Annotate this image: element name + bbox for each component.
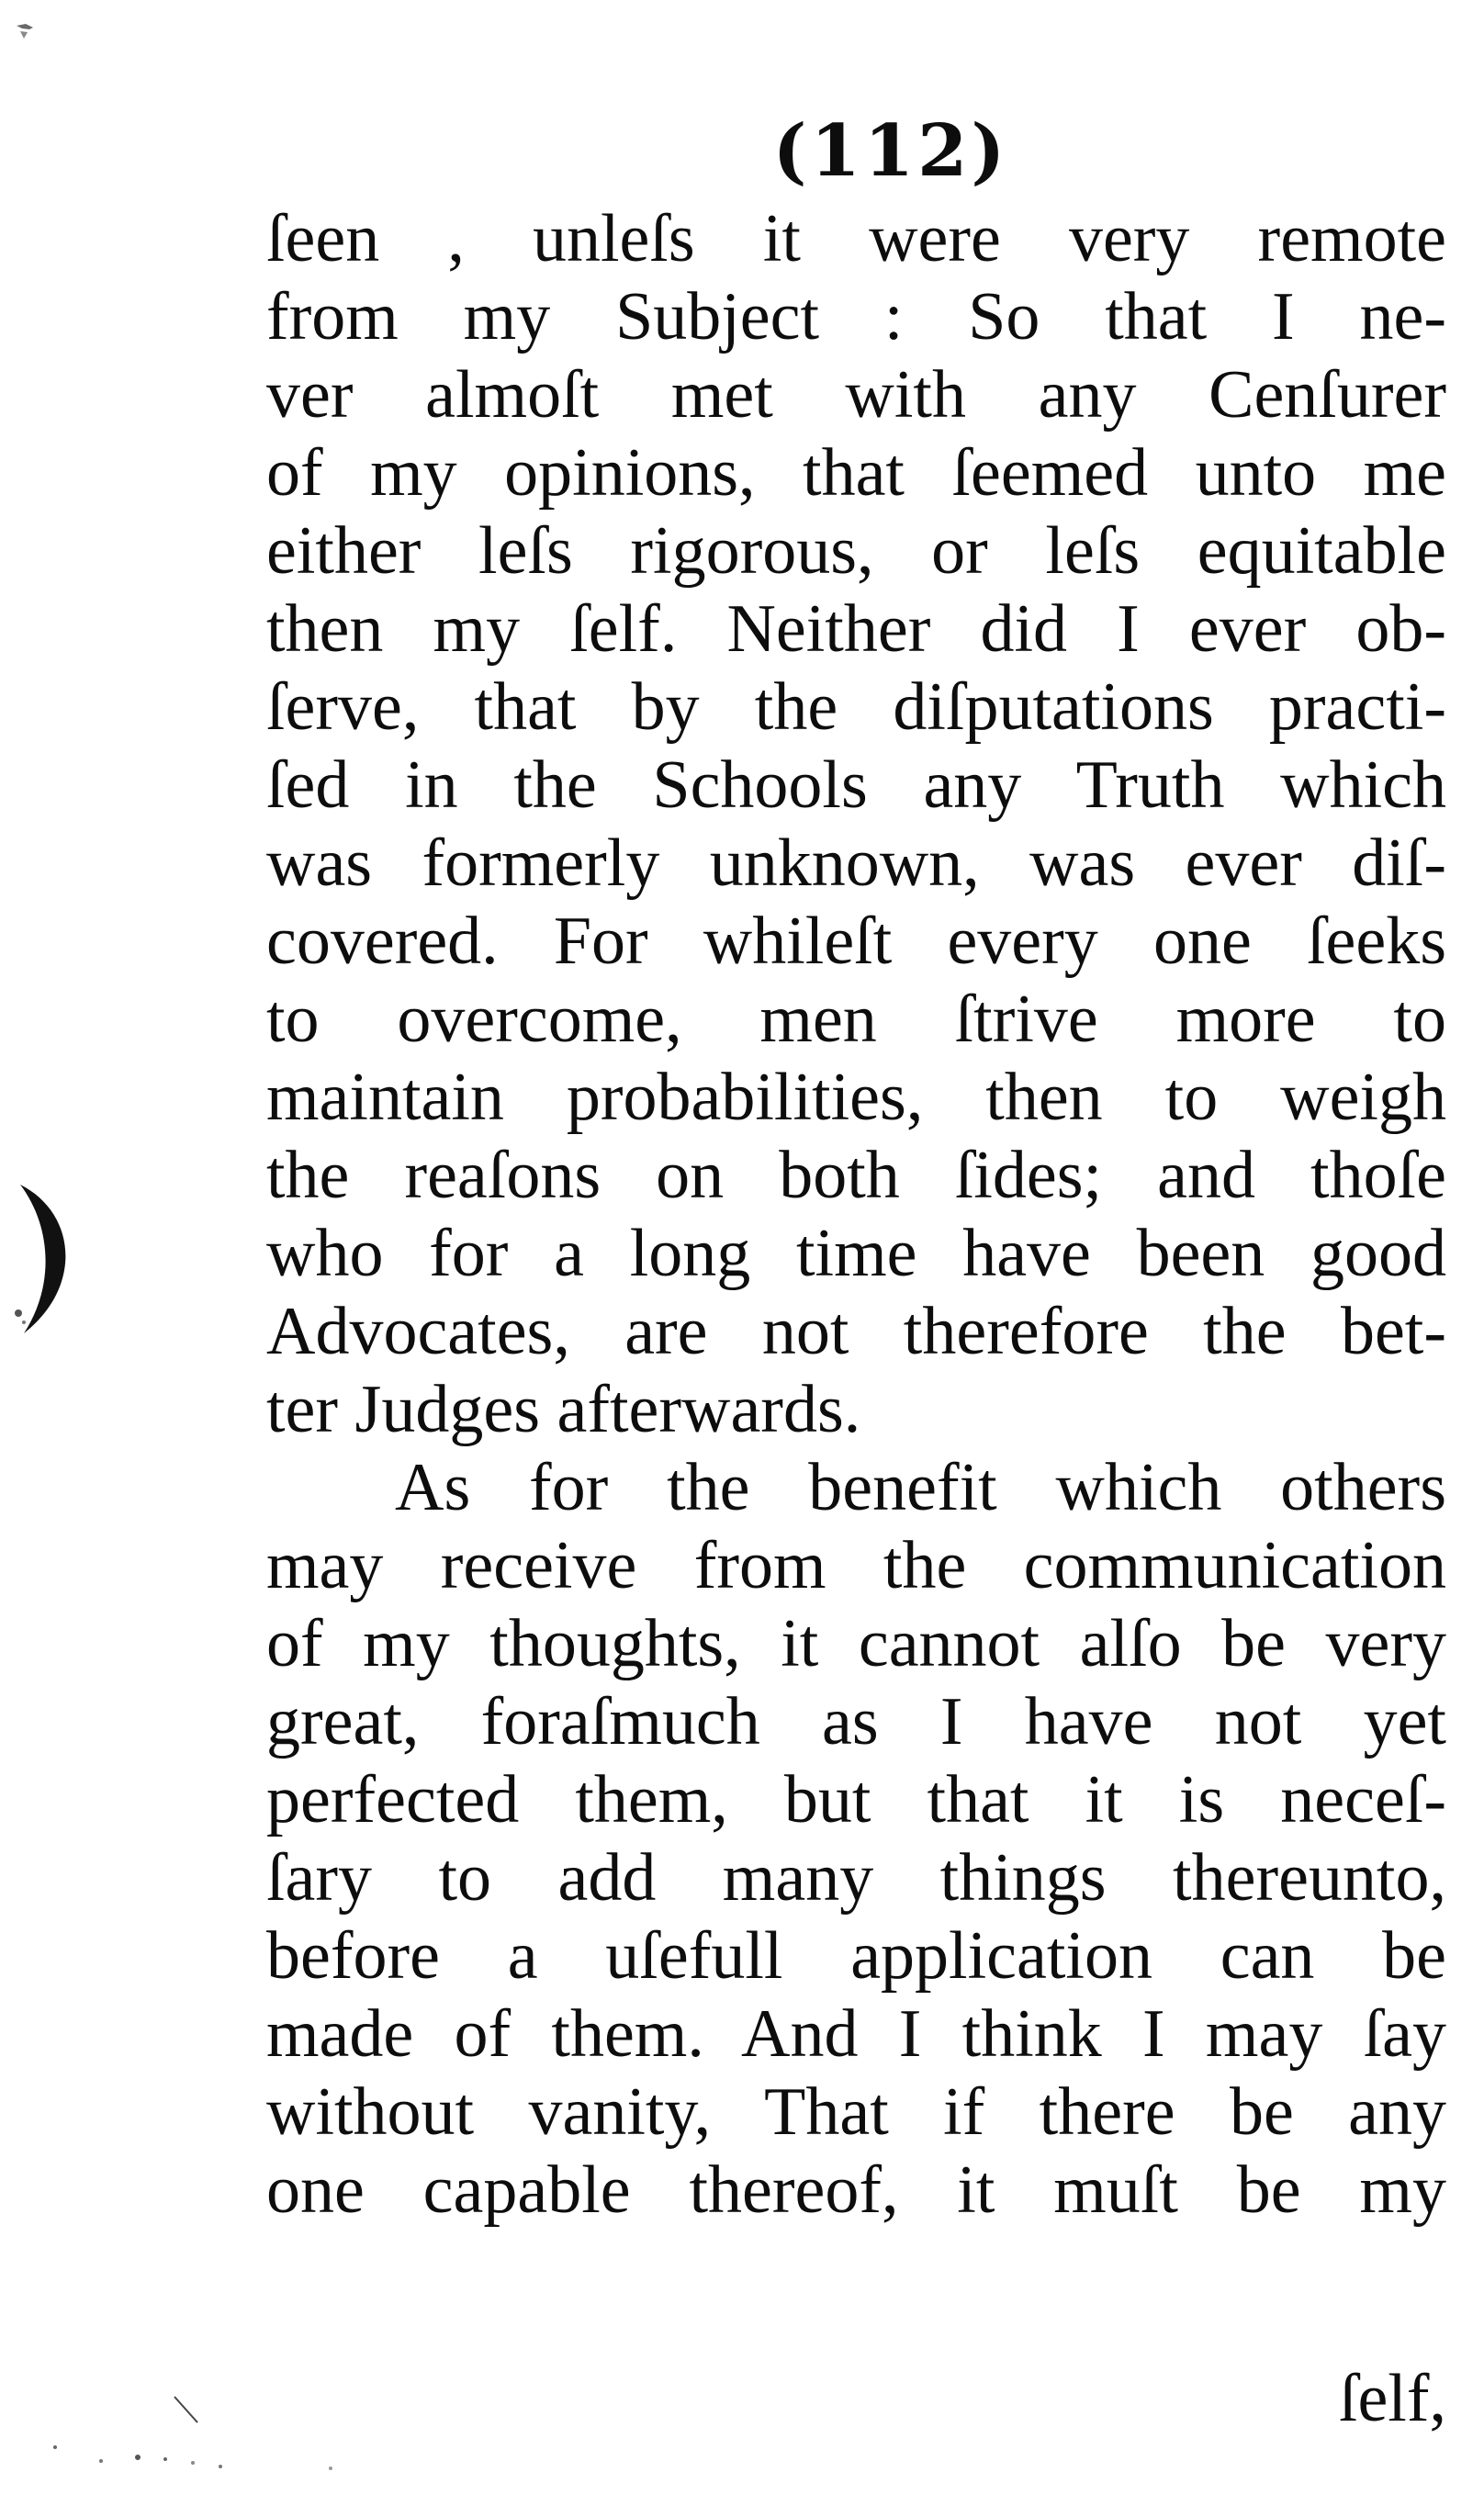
text-line: great, foraſmuch as I have not yet	[266, 1684, 1446, 1759]
text-line: ſary to add many things thereunto,	[266, 1840, 1446, 1916]
body-text	[266, 200, 1446, 2230]
catchword: ſelf,	[1338, 2361, 1446, 2436]
text-line: Advocates, are not therefore the bet-	[266, 1294, 1446, 1369]
text-line: made of them. And I think I may ſay	[266, 1996, 1446, 2072]
text-line: either leſs rigorous, or leſs equitable	[266, 513, 1446, 589]
text-line: from my Subject : So that I ne-	[266, 279, 1446, 354]
text-line: the reaſons on both ſides; and thoſe	[266, 1138, 1446, 1213]
text-line: ver almoſt met with any Cenſurer	[266, 357, 1446, 433]
text-line: maintain probabilities, then to weigh	[266, 1060, 1446, 1135]
text-line: ſerve, that by the diſputations practi-	[266, 669, 1446, 745]
text-line: who for a long time have been good	[266, 1216, 1446, 1291]
text-line: one capable thereof, it muſt be my	[266, 2152, 1446, 2228]
text-line: of my thoughts, it cannot alſo be very	[266, 1606, 1446, 1681]
text-line: to overcome, men ſtrive more to	[266, 982, 1446, 1057]
text-line: without vanity, That if there be any	[266, 2074, 1446, 2150]
paper-specks-icon	[37, 2378, 349, 2489]
text-line: before a uſefull application can be	[266, 1918, 1446, 1994]
text-line: then my ſelf. Neither did I ever ob-	[266, 591, 1446, 667]
text-line: ſeen , unleſs it were very remote	[266, 201, 1446, 276]
text-line: was formerly unknown, was ever diſ-	[266, 826, 1446, 901]
paragraph-start-line: As for the benefit which others	[395, 1450, 1446, 1525]
text-line: of my opinions, that ſeemed unto me	[266, 435, 1446, 511]
text-line: may receive from the communication	[266, 1528, 1446, 1603]
page-number: (112)	[772, 109, 1009, 193]
margin-bracket-icon	[11, 1175, 94, 1341]
text-line: covered. For whileſt every one ſeeks	[266, 904, 1446, 979]
text-line: ter Judges afterwards.	[266, 1372, 861, 1447]
text-line: ſed in the Schools any Truth which	[266, 747, 1446, 823]
corner-ink-speck-icon	[13, 20, 40, 48]
text-line: perfected them, but that it is neceſ-	[266, 1762, 1446, 1837]
